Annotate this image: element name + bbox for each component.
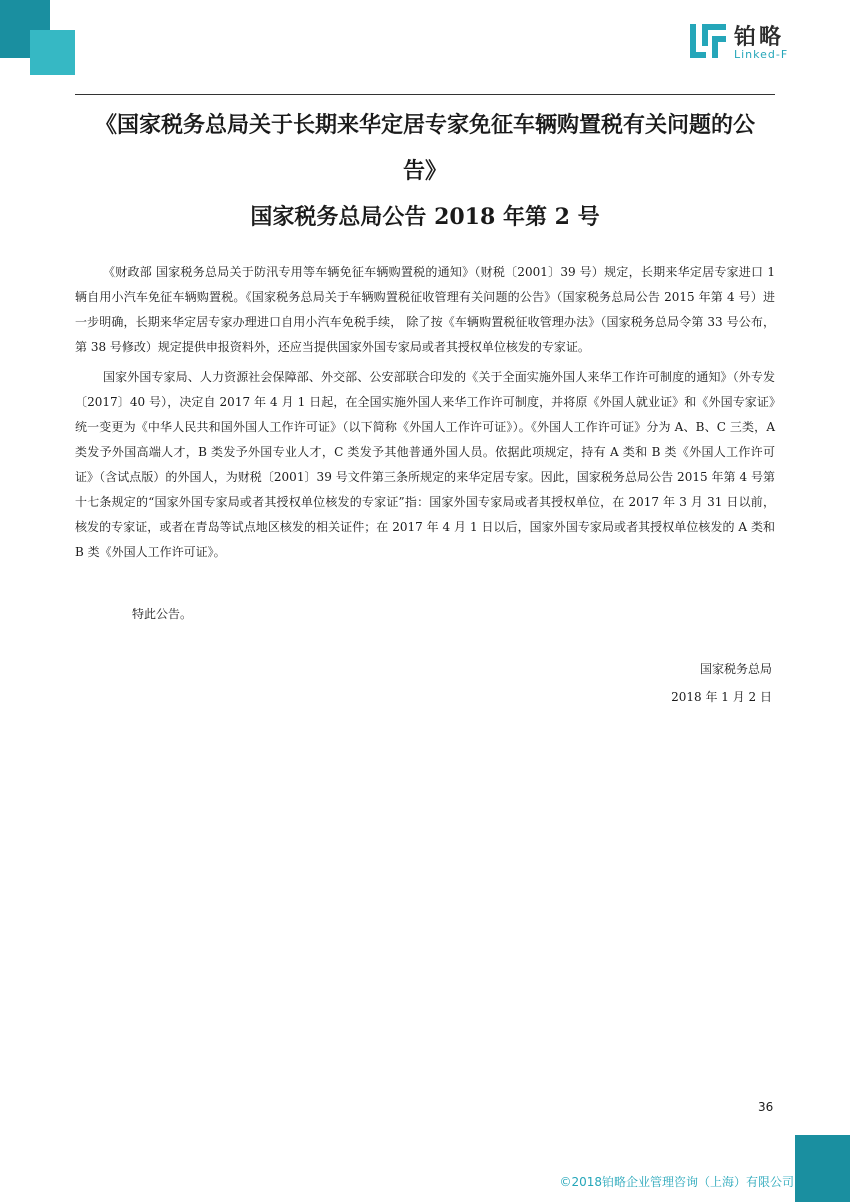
logo-name-cn: 铂略 — [734, 25, 785, 50]
body-paragraph: 国家外国专家局、人力资源社会保障部、外交部、公安部联合印发的《关于全面实施外国人来华工作许可制度的通知》（外专发〔2017〕40 号），决定自 2017 年 4 月 1 日起，在全国实施外国人来华工作许可制度，并将原《外国人就业证》和《外国专家证》统一变更为《中华人民共和国外国人工作许可证》（以下简称《外国人工作许可证》）。《外国人工作许可证》分为 A、B、C 三类，A 类发予外国高端人才，B 类发予外国专业人才，C 类发予其他普通外国人员。依据此项规定，持有 A 类和 B 类《外国人工作许可证》（含试点版）的外国人，为财税〔2001〕39 号文件第三条所规定的来华定居专家。因此，国家税务总局公告 2015 年第 4 号第十七条规定的“国家外国专家局或者其授权单位核发的专家证”指：国家外国专家局或者其授权单位，在 2017 年 3 月 31 日以前，核发的专家证，或者在青岛等试点地区核发的相关证件；在 2017 年 4 月 1 日以后，国家外国专家局或者其授权单位核发的 A 类和 B 类《外国人工作许可证》。 — [75, 370, 775, 559]
brand-logo — [688, 20, 818, 64]
footer-decoration — [795, 1135, 850, 1202]
document-title-line-2: 告》 — [402, 158, 447, 184]
sign-date: 2018 年 1 月 2 日 — [671, 690, 772, 704]
signer: 国家税务总局 — [699, 662, 772, 676]
header-divider — [75, 94, 775, 95]
corner-decoration-light — [30, 30, 75, 75]
logo-mark-icon — [688, 22, 728, 60]
closing-line: 特此公告。 — [132, 607, 193, 621]
document-subtitle: 国家税务总局公告 2018 年第 2 号 — [250, 204, 600, 230]
body-paragraph: 《财政部 国家税务总局关于防汛专用等车辆免征车辆购置税的通知》（财税〔2001〕39 号）规定，长期来华定居专家进口 1 辆自用小汽车免征车辆购置税。《国家税务总局关于车辆购置税征收管理有关问题的公告》（国家税务总局公告 2015 年第 4 号）进一步明确，长期来华定居专家办理进口自用小汽车免税手续， 除了按《车辆购置税征收管理办法》（国家税务总局令第 33 号公布，第 38 号修改）规定提供申报资料外，还应当提供国家外国专家局或者其授权单位核发的专家证。 — [75, 265, 775, 354]
document-title-line-1: 《国家税务总局关于长期来华定居专家免征车辆购置税有关问题的公 — [94, 112, 755, 138]
copyright: ©2018铂略企业管理咨询（上海）有限公司 — [559, 1175, 794, 1189]
page-number: 36 — [758, 1100, 774, 1114]
logo-name-en: Linked-F — [734, 48, 789, 61]
